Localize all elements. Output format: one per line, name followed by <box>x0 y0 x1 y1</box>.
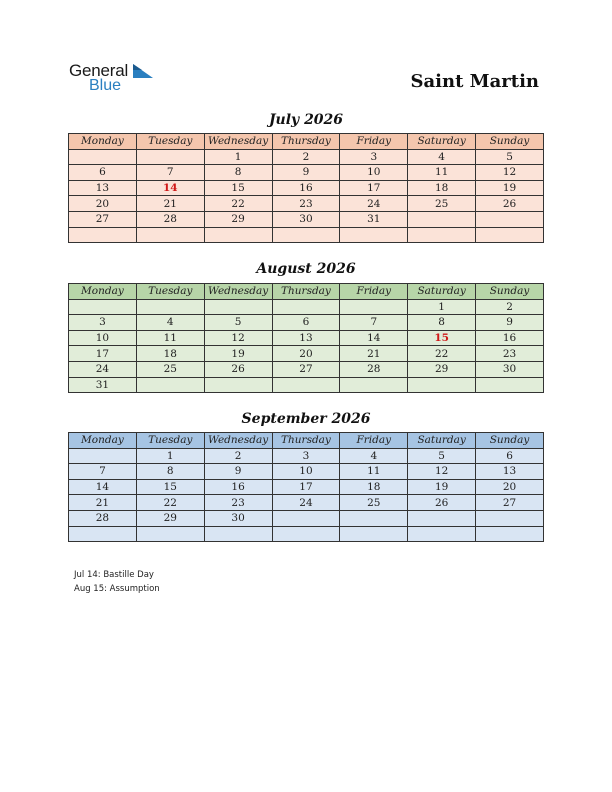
calendar-day-cell: 28 <box>69 510 137 526</box>
weekday-header: Tuesday <box>136 284 204 300</box>
calendar-empty-cell <box>272 227 340 243</box>
calendar-day-cell: 27 <box>476 495 544 511</box>
calendar-empty-cell <box>272 299 340 315</box>
weekday-header: Friday <box>340 433 408 449</box>
calendar-day-cell: 7 <box>136 165 204 181</box>
calendar-day-cell: 30 <box>272 211 340 227</box>
calendar-day-cell: 1 <box>204 149 272 165</box>
weekday-header: Thursday <box>272 284 340 300</box>
calendar-day-cell: 3 <box>340 149 408 165</box>
calendar-day-cell: 14 <box>69 479 137 495</box>
calendar-day-cell: 21 <box>69 495 137 511</box>
weekday-header: Friday <box>340 134 408 150</box>
calendar-day-cell: 18 <box>408 180 476 196</box>
calendar-day-cell: 2 <box>476 299 544 315</box>
calendar-empty-cell <box>272 526 340 542</box>
weekday-header: Thursday <box>272 433 340 449</box>
weekday-header: Wednesday <box>204 433 272 449</box>
calendar-week-row <box>69 211 544 227</box>
calendar-day-cell: 26 <box>408 495 476 511</box>
calendar-day-cell: 22 <box>408 346 476 362</box>
calendar-day-cell: 9 <box>476 315 544 331</box>
calendar-day-cell: 3 <box>69 315 137 331</box>
calendar-day-cell: 20 <box>476 479 544 495</box>
calendar-body <box>69 149 544 243</box>
weekday-header: Saturday <box>408 284 476 300</box>
calendar-empty-cell <box>69 448 137 464</box>
calendar-week-row <box>69 448 544 464</box>
calendar-week-row <box>69 510 544 526</box>
calendar-day-cell: 31 <box>69 377 137 393</box>
calendar-week-row <box>69 361 544 377</box>
calendar-day-cell: 31 <box>340 211 408 227</box>
calendar-day-cell: 24 <box>340 196 408 212</box>
calendar-day-cell: 10 <box>272 464 340 480</box>
weekday-header: Sunday <box>476 284 544 300</box>
calendar-day-cell: 7 <box>69 464 137 480</box>
calendar-august <box>68 283 544 393</box>
calendar-empty-cell <box>408 227 476 243</box>
calendar-week-row <box>69 227 544 243</box>
calendar-day-cell: 8 <box>204 165 272 181</box>
weekday-header: Saturday <box>408 134 476 150</box>
calendar-day-cell: 2 <box>272 149 340 165</box>
calendar-day-cell: 23 <box>476 346 544 362</box>
calendar-day-cell: 5 <box>408 448 476 464</box>
calendar-empty-cell <box>340 526 408 542</box>
weekday-header: Sunday <box>476 433 544 449</box>
calendar-day-cell: 10 <box>69 330 137 346</box>
calendar-week-row <box>69 196 544 212</box>
weekday-header: Wednesday <box>204 134 272 150</box>
calendar-empty-cell <box>136 299 204 315</box>
calendar-empty-cell <box>476 377 544 393</box>
calendar-day-cell: 26 <box>476 196 544 212</box>
calendar-day-cell: 10 <box>340 165 408 181</box>
holiday-note: Jul 14: Bastille Day <box>74 570 154 580</box>
calendar-day-cell: 11 <box>408 165 476 181</box>
calendar-week-row <box>69 299 544 315</box>
calendar-day-cell: 13 <box>69 180 137 196</box>
logo-text-general: General <box>69 61 129 80</box>
month-title-september: September 2026 <box>241 411 371 427</box>
calendar-empty-cell <box>408 377 476 393</box>
calendar-day-cell: 19 <box>476 180 544 196</box>
calendar-day-cell: 21 <box>136 196 204 212</box>
weekday-header: Tuesday <box>136 433 204 449</box>
calendar-day-cell: 18 <box>136 346 204 362</box>
calendar-empty-cell <box>69 526 137 542</box>
calendar-empty-cell <box>272 510 340 526</box>
calendar-week-row <box>69 526 544 542</box>
calendar-day-cell: 16 <box>204 479 272 495</box>
calendar-empty-cell <box>408 211 476 227</box>
calendar-empty-cell <box>204 299 272 315</box>
weekday-header: Tuesday <box>136 134 204 150</box>
calendar-day-cell: 26 <box>204 361 272 377</box>
calendar-day-cell: 28 <box>136 211 204 227</box>
calendar-empty-cell <box>204 227 272 243</box>
calendar-day-cell: 16 <box>272 180 340 196</box>
calendar-day-cell: 28 <box>340 361 408 377</box>
calendar-day-cell: 19 <box>204 346 272 362</box>
calendar-day-cell: 27 <box>272 361 340 377</box>
calendar-day-cell: 4 <box>340 448 408 464</box>
calendar-day-cell: 5 <box>476 149 544 165</box>
calendar-day-cell: 9 <box>272 165 340 181</box>
calendar-day-cell: 17 <box>272 479 340 495</box>
calendar-day-cell: 25 <box>340 495 408 511</box>
calendar-day-cell: 20 <box>272 346 340 362</box>
calendar-day-cell: 17 <box>69 346 137 362</box>
calendar-empty-cell <box>69 299 137 315</box>
calendar-body <box>69 299 544 393</box>
calendar-day-cell: 15 <box>136 479 204 495</box>
weekday-header: Friday <box>340 284 408 300</box>
calendar-day-cell: 13 <box>476 464 544 480</box>
calendar-empty-cell <box>476 510 544 526</box>
calendar-week-row <box>69 464 544 480</box>
calendar-week-row <box>69 346 544 362</box>
calendar-day-cell: 11 <box>340 464 408 480</box>
calendar-day-cell: 14 <box>340 330 408 346</box>
calendar-week-row <box>69 165 544 181</box>
calendar-day-cell: 27 <box>69 211 137 227</box>
calendar-september <box>68 432 544 542</box>
calendar-empty-cell <box>340 299 408 315</box>
calendar-day-cell: 15 <box>204 180 272 196</box>
calendar-empty-cell <box>476 211 544 227</box>
calendar-day-cell: 6 <box>476 448 544 464</box>
calendar-empty-cell <box>340 377 408 393</box>
weekday-header: Monday <box>69 433 137 449</box>
holiday-notes <box>74 568 160 596</box>
month-title-august: August 2026 <box>256 261 356 277</box>
calendar-day-cell: 4 <box>136 315 204 331</box>
calendar-day-cell: 24 <box>272 495 340 511</box>
calendar-day-cell: 20 <box>69 196 137 212</box>
calendar-day-cell: 29 <box>408 361 476 377</box>
logo-triangle-icon <box>133 64 153 78</box>
calendar-day-cell: 1 <box>136 448 204 464</box>
calendar-day-cell: 9 <box>204 464 272 480</box>
calendar-week-row <box>69 479 544 495</box>
logo <box>68 60 168 96</box>
calendar-day-cell: 5 <box>204 315 272 331</box>
calendar-day-cell: 13 <box>272 330 340 346</box>
calendar-day-cell: 1 <box>408 299 476 315</box>
calendar-july <box>68 133 544 243</box>
logo-text-blue: Blue <box>89 77 122 94</box>
calendar-day-cell: 12 <box>476 165 544 181</box>
calendar-day-cell: 19 <box>408 479 476 495</box>
calendar-empty-cell <box>476 526 544 542</box>
calendar-empty-cell <box>69 149 137 165</box>
calendar-day-cell: 12 <box>204 330 272 346</box>
weekday-header: Wednesday <box>204 284 272 300</box>
calendar-week-row <box>69 315 544 331</box>
calendar-day-cell: 25 <box>136 361 204 377</box>
calendar-day-cell: 7 <box>340 315 408 331</box>
weekday-header-row <box>69 134 544 150</box>
calendar-empty-cell <box>272 377 340 393</box>
calendar-day-cell: 30 <box>476 361 544 377</box>
calendar-body <box>69 448 544 542</box>
calendar-day-cell: 23 <box>272 196 340 212</box>
calendar-day-cell: 22 <box>204 196 272 212</box>
calendar-empty-cell <box>136 227 204 243</box>
calendar-empty-cell <box>408 510 476 526</box>
calendar-empty-cell <box>340 227 408 243</box>
calendar-day-cell: 12 <box>408 464 476 480</box>
calendar-day-cell: 4 <box>408 149 476 165</box>
calendar-week-row <box>69 377 544 393</box>
weekday-header: Sunday <box>476 134 544 150</box>
calendar-empty-cell <box>340 510 408 526</box>
calendar-day-cell: 17 <box>340 180 408 196</box>
calendar-day-cell: 24 <box>69 361 137 377</box>
calendar-day-cell: 6 <box>272 315 340 331</box>
calendar-day-cell: 6 <box>69 165 137 181</box>
calendar-day-cell: 11 <box>136 330 204 346</box>
calendar-empty-cell <box>408 526 476 542</box>
calendar-day-cell: 21 <box>340 346 408 362</box>
calendar-day-cell: 25 <box>408 196 476 212</box>
calendar-week-row <box>69 180 544 196</box>
calendar-empty-cell <box>476 227 544 243</box>
calendar-day-cell: 2 <box>204 448 272 464</box>
calendar-week-row <box>69 330 544 346</box>
calendar-day-cell: 8 <box>136 464 204 480</box>
weekday-header-row <box>69 433 544 449</box>
calendar-empty-cell <box>136 149 204 165</box>
calendar-day-cell: 14 <box>136 180 204 196</box>
month-title-july: July 2026 <box>268 112 344 128</box>
calendar-empty-cell <box>204 526 272 542</box>
weekday-header-row <box>69 284 544 300</box>
country-title: Saint Martin <box>410 71 539 92</box>
calendar-day-cell: 3 <box>272 448 340 464</box>
weekday-header: Monday <box>69 134 137 150</box>
calendar-empty-cell <box>136 526 204 542</box>
calendar-week-row <box>69 495 544 511</box>
calendar-day-cell: 30 <box>204 510 272 526</box>
calendar-day-cell: 15 <box>408 330 476 346</box>
weekday-header: Thursday <box>272 134 340 150</box>
calendar-empty-cell <box>69 227 137 243</box>
weekday-header: Monday <box>69 284 137 300</box>
calendar-day-cell: 29 <box>136 510 204 526</box>
calendar-day-cell: 29 <box>204 211 272 227</box>
calendar-day-cell: 23 <box>204 495 272 511</box>
calendar-day-cell: 8 <box>408 315 476 331</box>
calendar-week-row <box>69 149 544 165</box>
calendar-empty-cell <box>204 377 272 393</box>
weekday-header: Saturday <box>408 433 476 449</box>
holiday-note: Aug 15: Assumption <box>74 584 160 594</box>
calendar-empty-cell <box>136 377 204 393</box>
calendar-day-cell: 18 <box>340 479 408 495</box>
calendar-day-cell: 16 <box>476 330 544 346</box>
calendar-day-cell: 22 <box>136 495 204 511</box>
